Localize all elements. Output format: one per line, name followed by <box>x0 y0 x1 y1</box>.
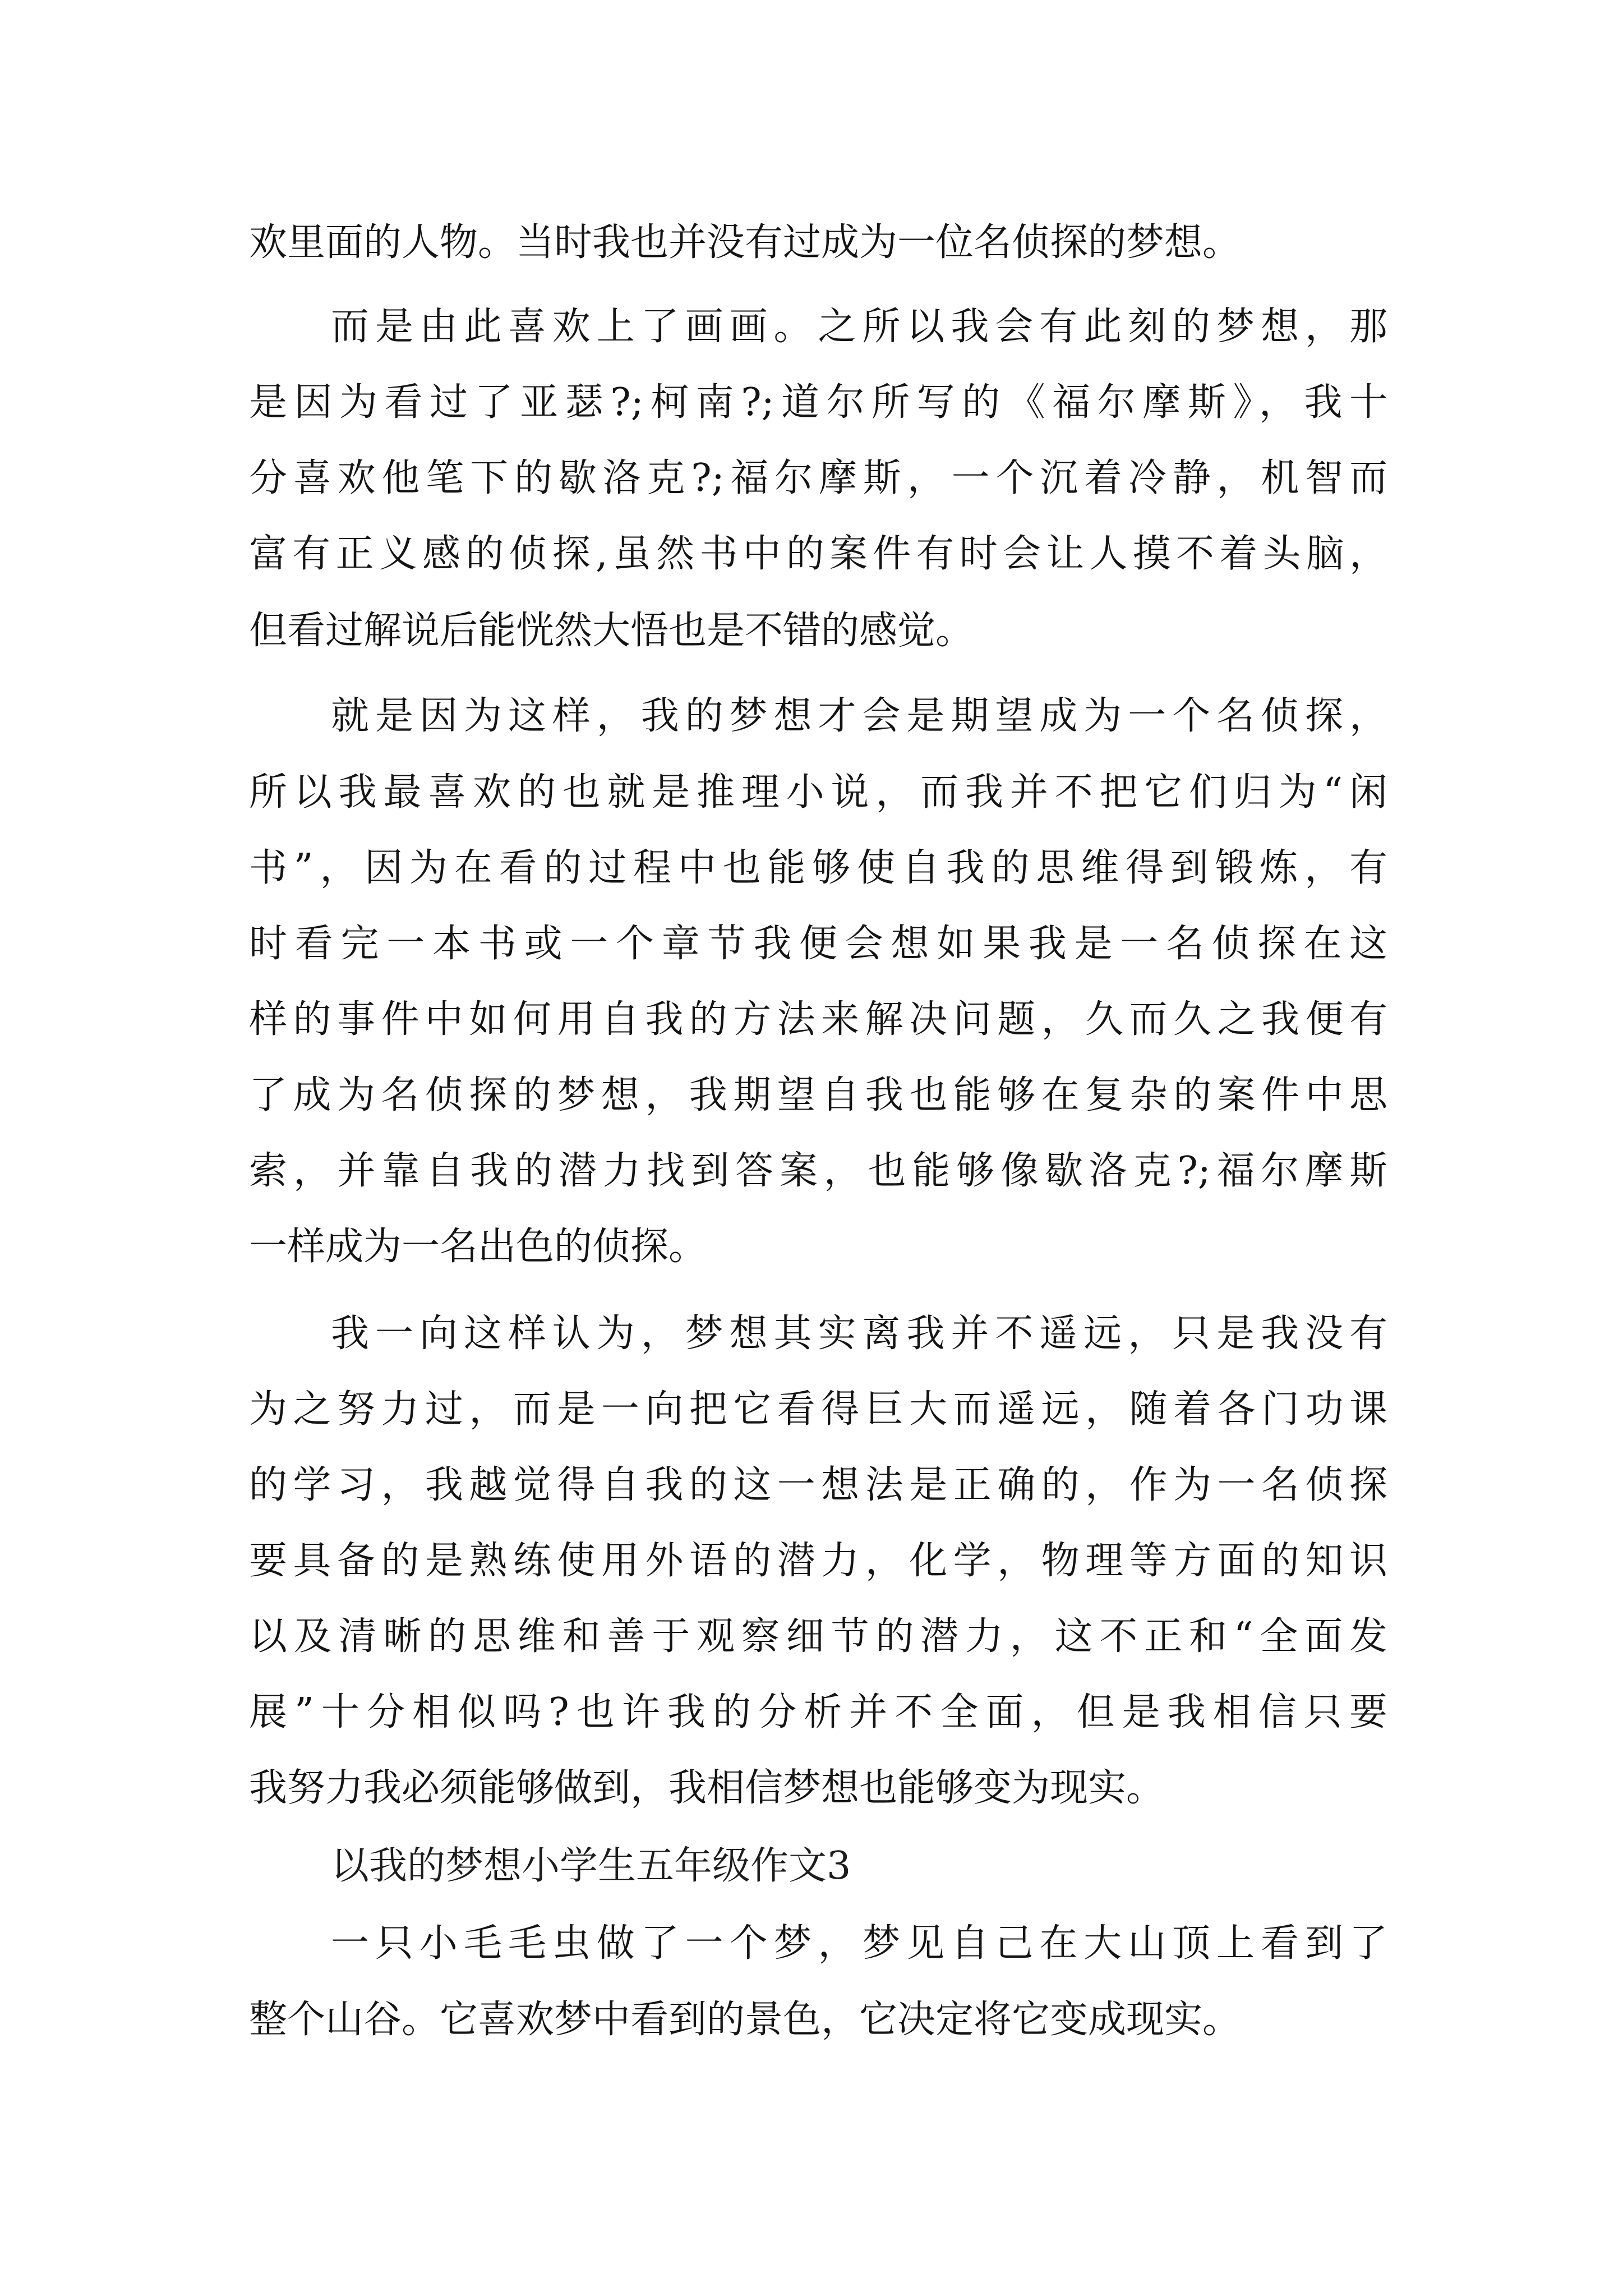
text-line: 一样成为一名出色的侦探。 <box>249 1225 707 1269</box>
text-line: 富有正义感的侦探,虽然书中的案件有时会让人摸不着头脑， <box>249 532 1387 576</box>
text-line: 但看过解说后能恍然大悟也是不错的感觉。 <box>249 609 974 653</box>
paragraph-first-line: 而是由此喜欢上了画画。之所以我会有此刻的梦想，那 <box>331 305 1387 349</box>
text-line: 时看完一本书或一个章节我便会想如果我是一名侦探在这 <box>249 922 1387 966</box>
text-line: 整个山谷。它喜欢梦中看到的景色，它决定将它变成现实。 <box>249 1998 1241 2042</box>
text-line: 我努力我必须能够做到，我相信梦想也能够变为现实。 <box>249 1766 1165 1810</box>
text-line: 要具备的是熟练使用外语的潜力，化学，物理等方面的知识 <box>249 1539 1387 1583</box>
text-line: 的学习，我越觉得自我的这一想法是正确的，作为一名侦探 <box>249 1463 1387 1507</box>
section-heading: 以我的梦想小学生五年级作文3 <box>331 1844 851 1888</box>
text-line: 了成为名侦探的梦想，我期望自我也能够在复杂的案件中思 <box>249 1073 1387 1117</box>
text-line: 所以我最喜欢的也就是推理小说，而我并不把它们归为“闲 <box>249 770 1387 815</box>
paragraph-first-line: 我一向这样认为，梦想其实离我并不遥远，只是我没有 <box>331 1312 1387 1356</box>
text-line: 书”，因为在看的过程中也能够使自我的思维得到锻炼，有 <box>249 846 1387 890</box>
text-line: 是因为看过了亚瑟?;柯南?;道尔所写的《福尔摩斯》，我十 <box>249 380 1387 425</box>
text-line: 样的事件中如何用自我的方法来解决问题，久而久之我便有 <box>249 997 1387 1042</box>
text-line: 以及清晰的思维和善于观察细节的潜力，这不正和“全面发 <box>249 1614 1387 1659</box>
text-line: 分喜欢他笔下的歇洛克?;福尔摩斯，一个沉着冷静，机智而 <box>249 456 1387 500</box>
text-line: 索，并靠自我的潜力找到答案，也能够像歇洛克?;福尔摩斯 <box>249 1149 1387 1193</box>
paragraph-first-line: 就是因为这样，我的梦想才会是期望成为一个名侦探， <box>331 694 1387 738</box>
paragraph-first-line: 一只小毛毛虫做了一个梦，梦见自己在大山顶上看到了 <box>331 1921 1387 1966</box>
text-line: 欢里面的人物。当时我也并没有过成为一位名侦探的梦想。 <box>249 220 1241 265</box>
text-line: 展”十分相似吗?也许我的分析并不全面，但是我相信只要 <box>249 1690 1387 1734</box>
text-line: 为之努力过，而是一向把它看得巨大而遥远，随着各门功课 <box>249 1387 1387 1432</box>
